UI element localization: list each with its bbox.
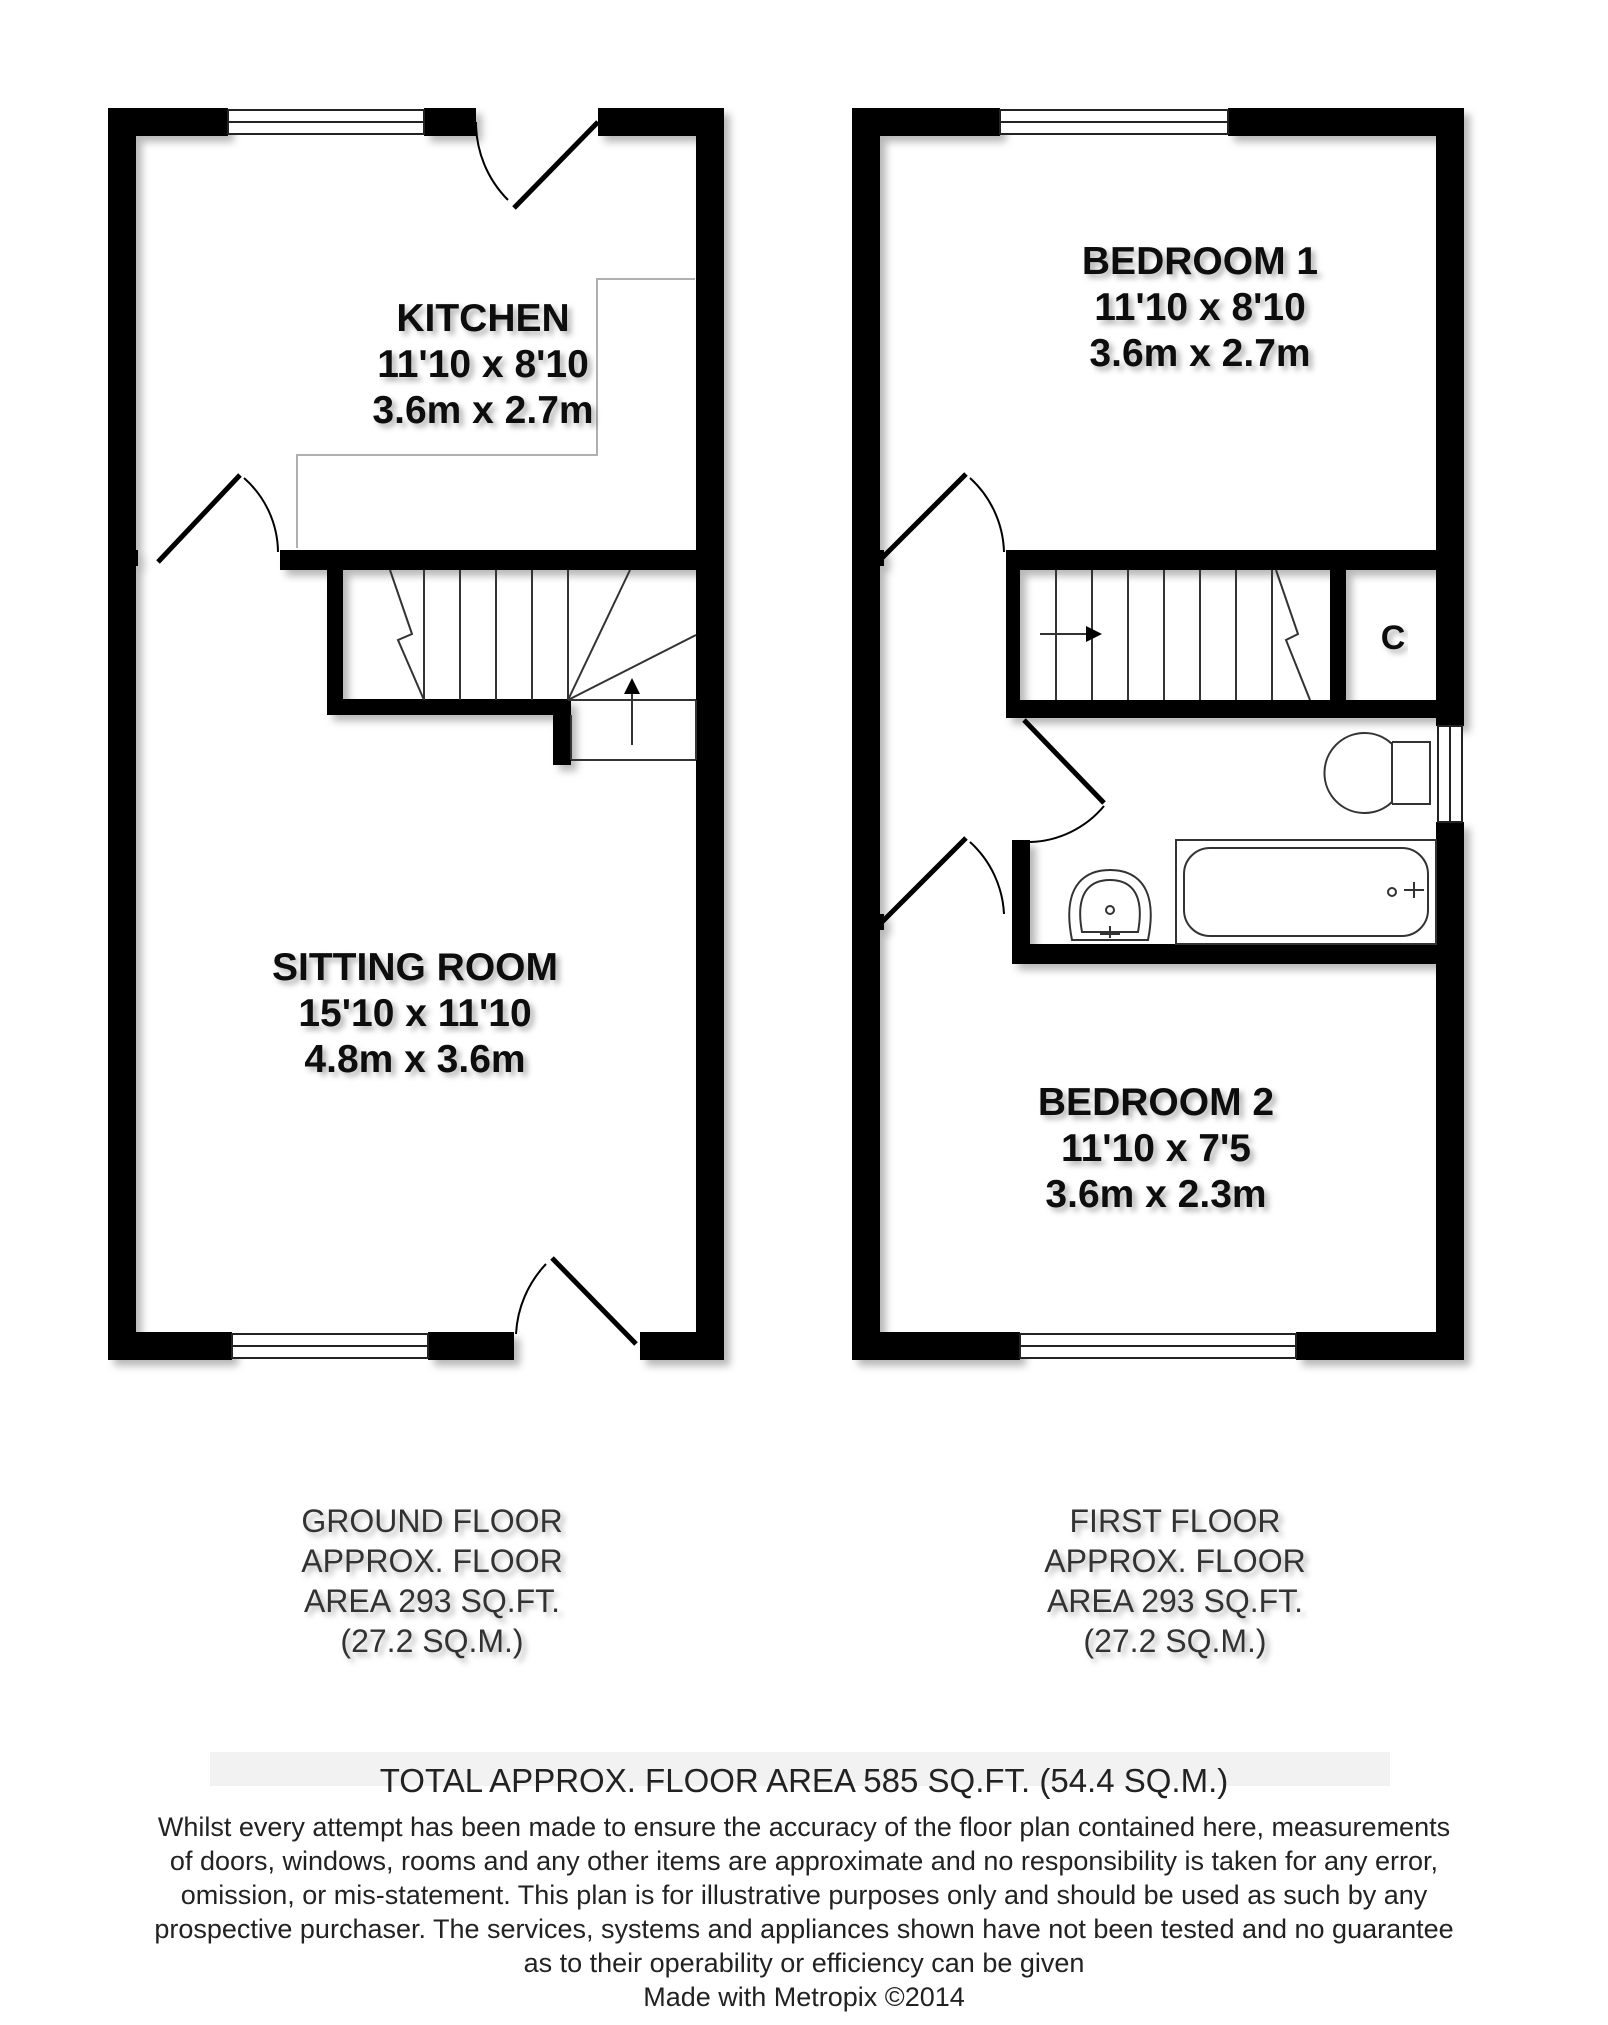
bedroom1-window — [1000, 110, 1228, 134]
footer — [154, 1752, 1453, 2012]
kitchen-imperial-size: 11'10 x 8'10 — [377, 343, 589, 386]
disclaimer-line1: Whilst every attempt has been made to ensure the accuracy of the floor plan contained here, measurements — [157, 1812, 1451, 1842]
first-floor-title: FIRST FLOOR — [1069, 1503, 1281, 1539]
first-floor-plan — [852, 108, 1464, 1360]
metropix-credit: Made with Metropix ©2014 — [643, 1982, 965, 2012]
sitting-room-imperial-size: 15'10 x 11'10 — [298, 992, 532, 1035]
sitting-room-metric-size: 4.8m x 3.6m — [304, 1038, 526, 1081]
first-floor-area-label — [1044, 1503, 1305, 1659]
bath-icon — [1176, 840, 1436, 944]
ground-floor-title: GROUND FLOOR — [301, 1503, 563, 1539]
total-floor-area: TOTAL APPROX. FLOOR AREA 585 SQ.FT. (54.4 SQ.M.) — [379, 1762, 1229, 1799]
bedroom2-door — [882, 838, 1004, 922]
bedroom2-window — [1020, 1334, 1296, 1358]
kitchen-internal-door — [158, 475, 278, 562]
disclaimer-line5: as to their operability or efficiency can be given — [523, 1948, 1085, 1978]
basin-icon — [1069, 870, 1150, 940]
toilet-icon — [1324, 733, 1430, 813]
disclaimer-line4: prospective purchaser. The services, systems and appliances shown have not been tested and no guarantee — [154, 1914, 1454, 1944]
kitchen-back-door — [476, 122, 598, 208]
front-door — [516, 1258, 636, 1344]
bathroom-window — [1438, 726, 1462, 822]
bedroom1-door — [882, 474, 1004, 558]
bedroom2-imperial-size: 11'10 x 7'5 — [1061, 1127, 1251, 1170]
kitchen-window — [228, 110, 424, 134]
disclaimer-line2: of doors, windows, rooms and any other items are approximate and no responsibility is taken for any error, — [169, 1846, 1439, 1876]
ground-floor-staircase — [390, 570, 696, 760]
ground-floor-area-line3: AREA 293 SQ.FT. — [303, 1583, 561, 1619]
kitchen-label — [372, 297, 593, 432]
first-floor-area-line2: APPROX. FLOOR — [1044, 1543, 1306, 1579]
kitchen-metric-size: 3.6m x 2.7m — [372, 389, 594, 432]
kitchen-name: KITCHEN — [396, 297, 570, 340]
bedroom1-label — [1082, 240, 1318, 375]
bedroom2-name: BEDROOM 2 — [1037, 1081, 1275, 1124]
bedroom1-imperial-size: 11'10 x 8'10 — [1094, 286, 1306, 329]
sitting-room-label — [272, 946, 558, 1081]
sitting-room-window — [232, 1334, 428, 1358]
first-floor-staircase — [1040, 570, 1310, 700]
bedroom2-metric-size: 3.6m x 2.3m — [1045, 1173, 1267, 1216]
sitting-room-name: SITTING ROOM — [272, 946, 558, 989]
ground-floor-area-line4: (27.2 SQ.M.) — [340, 1623, 524, 1659]
bedroom2-label — [1038, 1081, 1274, 1216]
ground-floor-area-line2: APPROX. FLOOR — [301, 1543, 563, 1579]
bedroom1-metric-size: 3.6m x 2.7m — [1089, 332, 1311, 375]
ground-floor-plan — [108, 108, 724, 1360]
ground-floor-area-label — [301, 1503, 562, 1659]
first-floor-area-line3: AREA 293 SQ.FT. — [1046, 1583, 1304, 1619]
bedroom1-name: BEDROOM 1 — [1081, 240, 1319, 283]
cupboard-label: C — [1380, 619, 1406, 657]
disclaimer-line3: omission, or mis-statement. This plan is for illustrative purposes only and should be used as such by any — [180, 1880, 1428, 1910]
bathroom-door — [1024, 720, 1104, 842]
first-floor-area-line4: (27.2 SQ.M.) — [1083, 1623, 1267, 1659]
